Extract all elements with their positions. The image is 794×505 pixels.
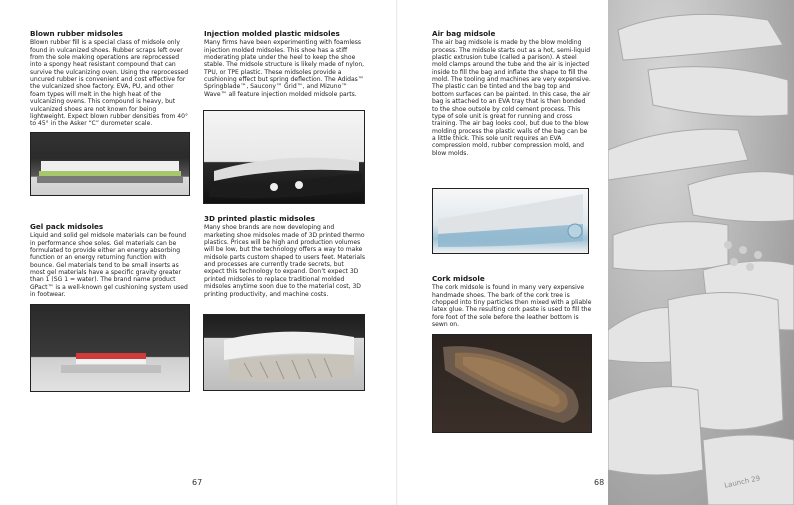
page-number-left: 67	[192, 478, 203, 487]
injection-photo-art	[204, 111, 364, 203]
cork-photo-art	[433, 335, 591, 432]
article-gel-pack	[30, 223, 190, 299]
article-title: Gel pack midsoles	[30, 222, 104, 231]
article-title: Blown rubber midsoles	[30, 29, 123, 38]
stacked-midsoles-photo	[608, 0, 794, 505]
article-title: Injection molded plastic midsoles	[204, 29, 340, 38]
photo-caption-mark: Launch 29	[723, 474, 761, 490]
article-title: Air bag midsole	[432, 29, 496, 38]
article-title: Cork midsole	[432, 274, 485, 283]
air-bag-midsole-photo	[432, 188, 589, 254]
article-body: Many shoe brands are now developing and marketing shoe midsoles made of 3D printed thermo plastics. Prices will be high and production volumes will be low, but the technology offers a way to make midsole parts custom shaped to users feet. Materials and processes are currently trade secrets, but expect this technology to expand. Don’t expect 3D printed midsoles to replace traditional molded midsoles anytime soon due to the material cost, 3D printing productivity, and machine costs.	[204, 224, 366, 298]
article-3d-printed	[204, 215, 366, 298]
injection-molded-midsole-photo	[203, 110, 365, 204]
article-injection-molded	[204, 30, 366, 98]
gel-pack-midsole-photo	[30, 304, 190, 392]
blown-rubber-photo-art	[31, 133, 189, 195]
3d-printed-midsole-photo	[203, 314, 365, 391]
article-title: 3D printed plastic midsoles	[204, 214, 316, 223]
article-air-bag	[432, 30, 592, 157]
page-number-right: 68	[594, 478, 605, 487]
book-gutter	[396, 0, 398, 505]
article-body: Liquid and solid gel midsole materials can be found in performance shoe soles. Gel materials can be formulated to provide either an energy absorbing function or an energy returning function with bounce. Gel materials tend to be small inserts as most gel materials have a specific gravity greater than 1 (SG 1 = water). The brand name product GPact™ is a well-known gel cushioning system used in footwear.	[30, 232, 188, 299]
article-cork	[432, 275, 592, 328]
article-blown-rubber	[30, 30, 190, 128]
cork-midsole-photo	[432, 334, 592, 433]
article-body: The cork midsole is found in many very expensive handmade shoes. The bark of the cork tree is chopped into tiny particles then mixed with a pliable latex glue. The resulting cork paste is used to fill the fore foot of the sole before the leather bottom is sewn on.	[432, 284, 592, 329]
article-body: The air bag midsole is made by the blow molding process. The midsole starts out as a hot, semi-liquid plastic extrusion tube (called a parison). A steel mold clamps around the tube and the air is injected inside to fill the bag and inflate the shape to fill the mold. The tooling and machines are very expensive. The plastic can be tinted and the bag top and bottom surfaces can be painted. In this case, the air bag is attached to an EVA tray that is then bonded to the shoe outsole by cold cement process. This type of sole unit is great for running and cross training. The air bag looks cool, but due to the blow molding process the plastic walls of the bag can be a little thick. This sole unit requires an EVA compression mold, rubber compression mold, and blow molds.	[432, 39, 591, 157]
3d-photo-art	[204, 315, 364, 390]
article-body: Blown rubber fill is a special class of midsole only found in vulcanized shoes. Rubber scraps left over from the sole making operations are reprocessed into a spongy heat resistant compound that can survive the vulcanizing oven. Using the reprocessed uncured rubber is convenient and cost effective for the vulcanized shoe factory. EVA, PU, and other foam types will melt in the high heat of the vulcanizing ovens. This compound is heavy, but vulcanized shoes are not known for being lightweight. Expect blown rubber densities from 40° to 45° in the Asker “C” durometer scale.	[30, 39, 189, 128]
air-photo-art	[433, 189, 588, 253]
gel-photo-art	[31, 305, 189, 391]
article-body: Many firms have been experimenting with foamless injection molded midsoles. This shoe has a stiff moderating plate under the heel to keep the shoe stable. The midsole structure is likely made of nylon, TPU, or TPE plastic. These midsoles provide a cushioning effect but spring deflection. The Adidas™ Springblade™, Saucony™ Grid™, and Mizuno™ Wave™ all feature injection molded midsole parts.	[204, 39, 365, 98]
midsole-stack-art	[608, 0, 794, 505]
blown-rubber-midsole-photo	[30, 132, 190, 196]
